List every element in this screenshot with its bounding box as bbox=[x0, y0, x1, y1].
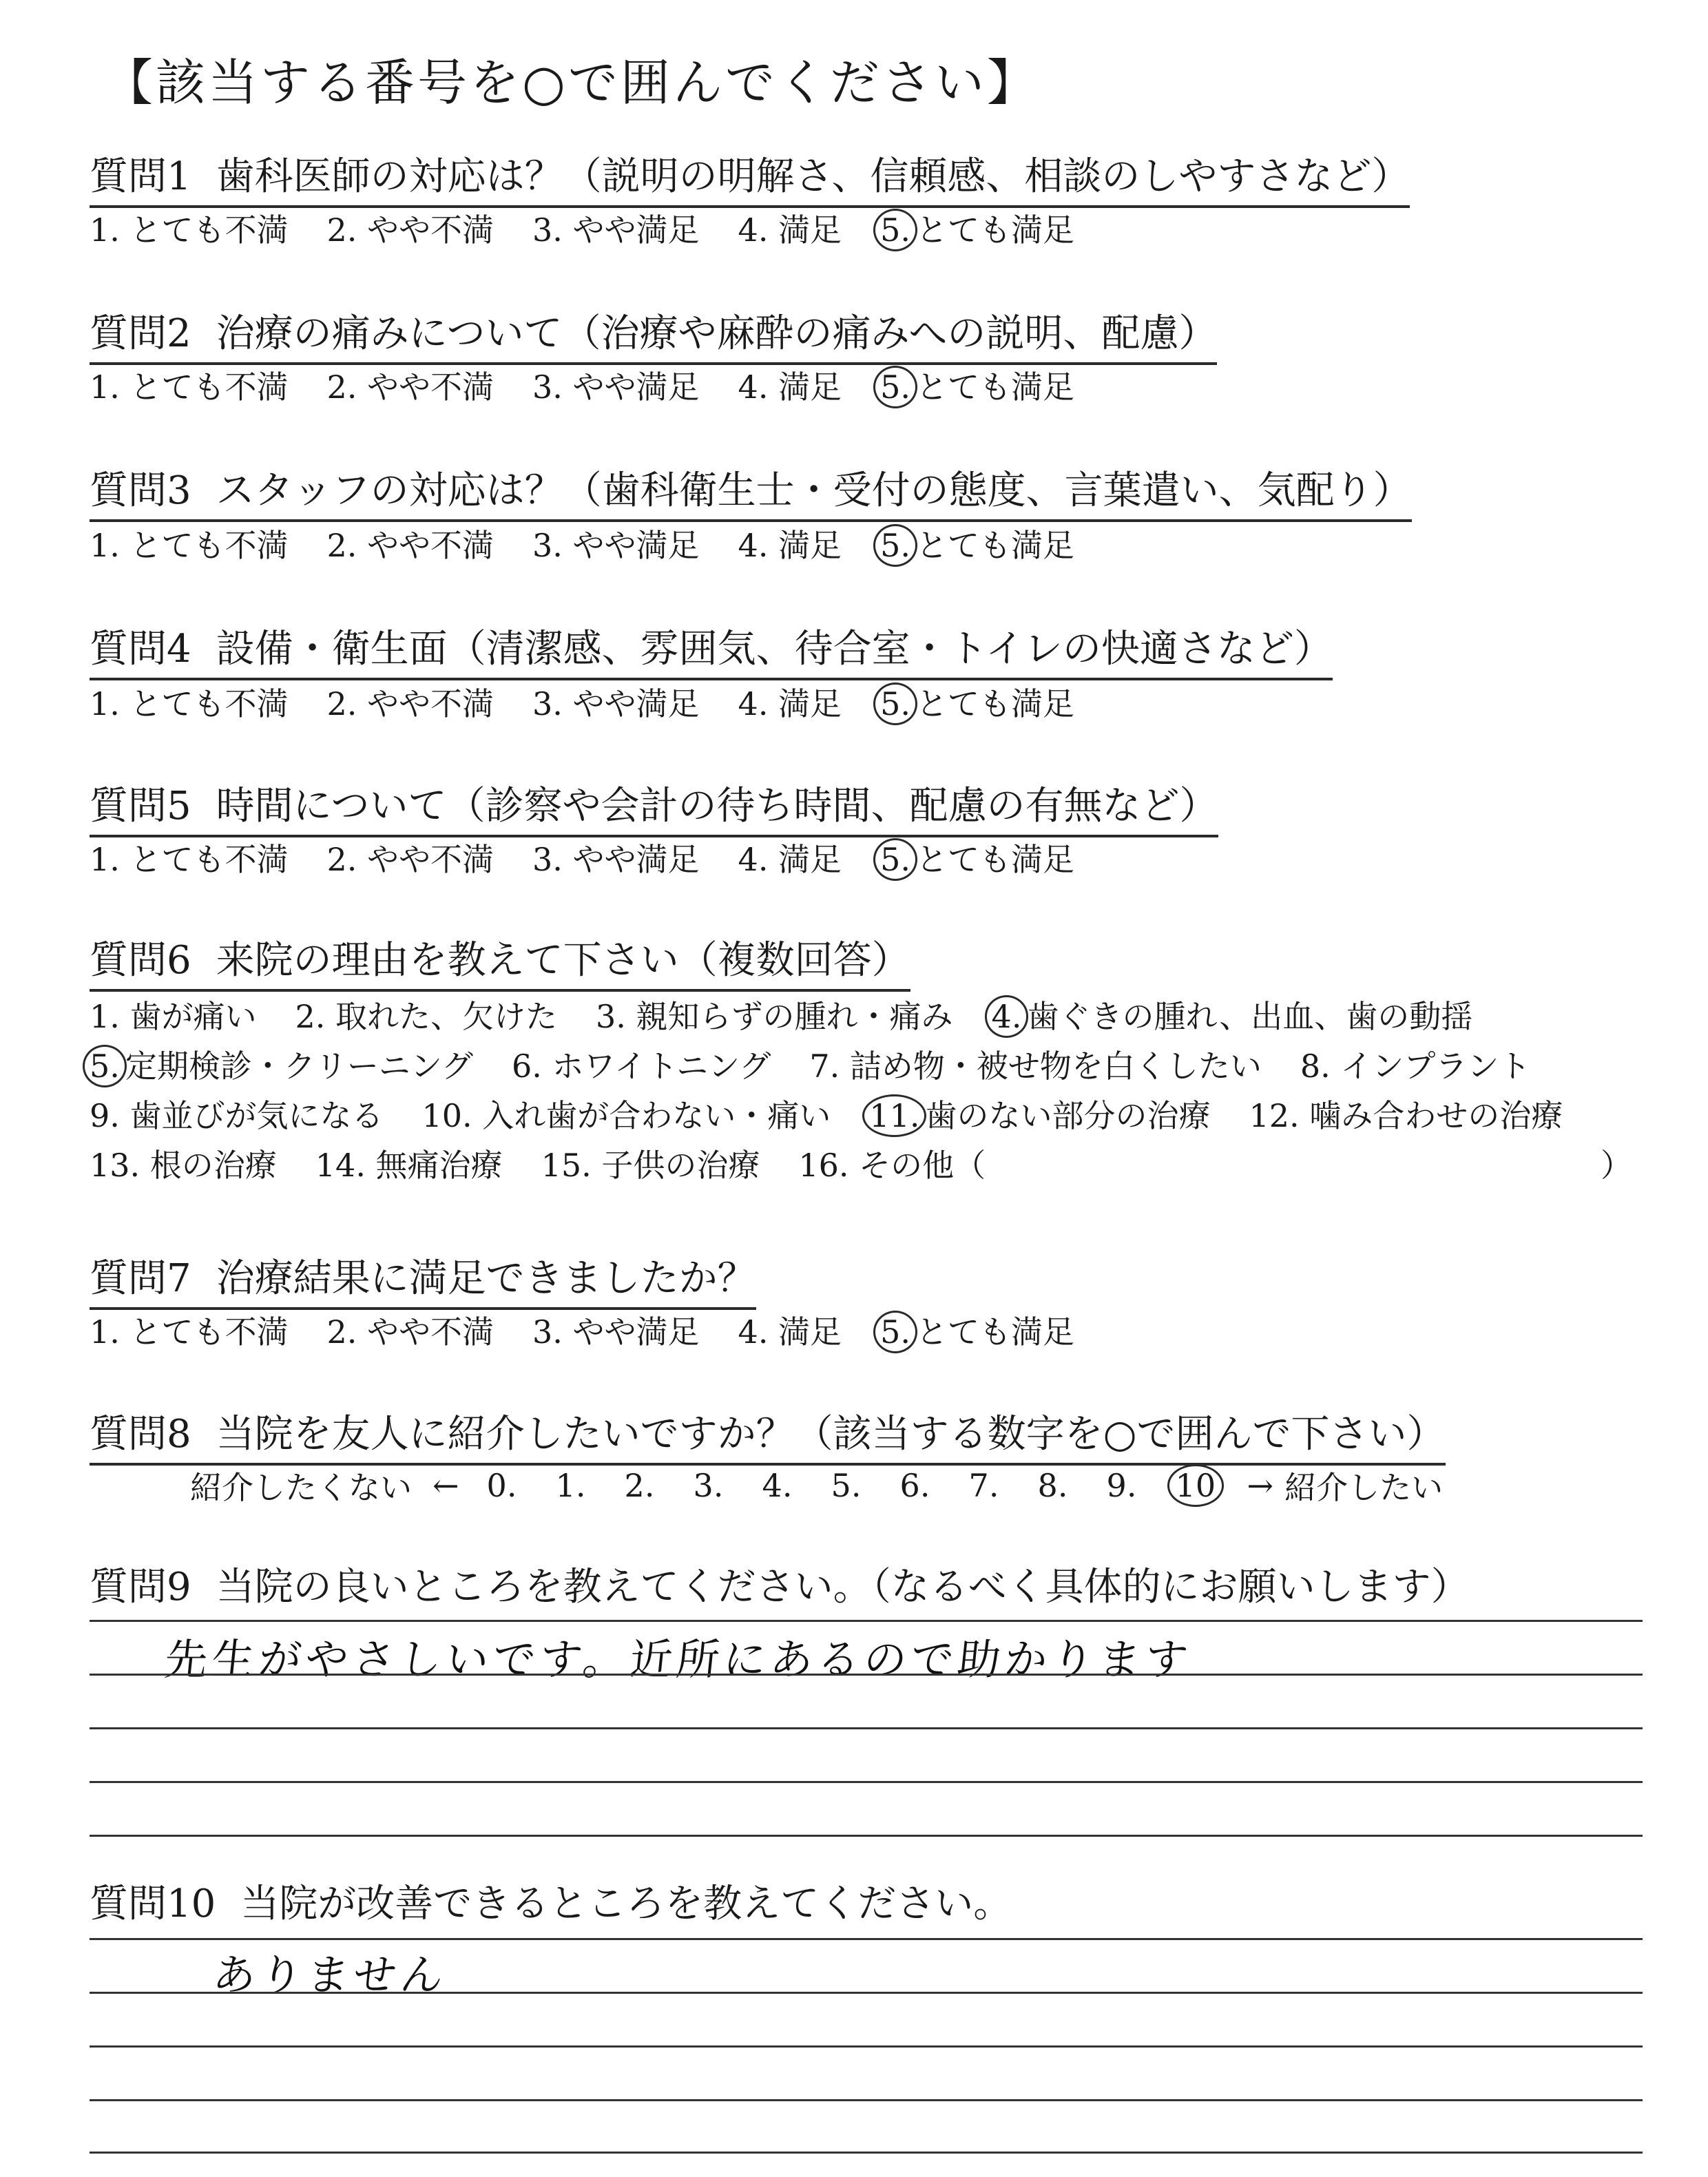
question-8-text: 当院を友人に紹介したいですか？（該当する数字を○で囲んで下さい） bbox=[216, 1412, 1446, 1457]
question-10-number: 質問10 bbox=[90, 1882, 216, 1926]
scale-left-label: 紹介したくない bbox=[190, 1469, 412, 1506]
scale-value[interactable]: 4. bbox=[762, 1467, 793, 1504]
question-3-text: スタッフの対応は？（歯科衛生士・受付の態度、言葉遣い、気配り） bbox=[216, 468, 1412, 513]
question-7-text: 治療結果に満足できましたか？ bbox=[216, 1256, 756, 1301]
referral-scale bbox=[190, 1463, 1443, 1508]
scale-right-label: 紹介したい bbox=[1284, 1469, 1444, 1506]
question-1-options bbox=[90, 205, 1113, 251]
option-1[interactable]: 1. とても不満 bbox=[90, 527, 289, 564]
question-2-text: 治療の痛みについて（治療や麻酔の痛みへの説明、配慮） bbox=[216, 311, 1218, 356]
option-5-selected[interactable] bbox=[880, 521, 1074, 566]
question-3-options bbox=[90, 521, 1113, 566]
question-7-heading bbox=[90, 1248, 756, 1310]
option-3[interactable]: 3. やや満足 bbox=[532, 527, 700, 564]
reason-14[interactable]: 14. 無痛治療 bbox=[315, 1147, 503, 1184]
option-4[interactable]: 4. 満足 bbox=[738, 368, 842, 406]
reason-11-number: 11. bbox=[869, 1097, 920, 1134]
option-2[interactable]: 2. やや不満 bbox=[326, 211, 494, 249]
left-arrow-icon: ← bbox=[433, 1467, 459, 1504]
question-6-row-2 bbox=[90, 1041, 1569, 1087]
scale-value[interactable]: 9. bbox=[1106, 1467, 1137, 1504]
option-4[interactable]: 4. 満足 bbox=[738, 211, 842, 249]
reason-13[interactable]: 13. 根の治療 bbox=[90, 1147, 277, 1184]
option-4[interactable]: 4. 満足 bbox=[738, 1313, 842, 1351]
reason-5-selected[interactable] bbox=[90, 1041, 473, 1087]
option-5-selected[interactable] bbox=[880, 205, 1074, 251]
option-4[interactable]: 4. 満足 bbox=[738, 685, 842, 722]
scale-value[interactable]: 5. bbox=[831, 1467, 862, 1504]
question-8-number: 質問8 bbox=[90, 1412, 191, 1457]
answer-line bbox=[90, 1992, 1643, 1994]
question-6-number: 質問6 bbox=[90, 938, 191, 983]
reason-7[interactable]: 7. 詰め物・被せ物を白くしたい bbox=[809, 1048, 1262, 1085]
reason-1[interactable]: 1. 歯が痛い bbox=[90, 998, 257, 1035]
option-3[interactable]: 3. やや満足 bbox=[532, 685, 700, 722]
question-7-number: 質問7 bbox=[90, 1256, 191, 1301]
option-3[interactable]: 3. やや満足 bbox=[532, 368, 700, 406]
option-5-selected[interactable] bbox=[880, 679, 1074, 725]
option-5-selected[interactable] bbox=[880, 1307, 1074, 1353]
question-4-number: 質問4 bbox=[90, 627, 191, 671]
option-5-label: とても満足 bbox=[915, 841, 1074, 878]
answer-line bbox=[90, 1781, 1643, 1783]
scale-value-selected[interactable]: 10 bbox=[1175, 1467, 1216, 1504]
option-1[interactable]: 1. とても不満 bbox=[90, 211, 289, 249]
scale-value[interactable]: 1. bbox=[555, 1467, 586, 1504]
right-arrow-icon: → bbox=[1247, 1467, 1274, 1504]
option-5-number: 5. bbox=[880, 841, 910, 878]
reason-4-number: 4. bbox=[991, 998, 1022, 1035]
reason-9[interactable]: 9. 歯並びが気になる bbox=[90, 1097, 384, 1134]
option-5-label: とても満足 bbox=[915, 527, 1074, 564]
option-5-label: とても満足 bbox=[915, 1313, 1074, 1351]
question-6-text: 来院の理由を教えて下さい（複数回答） bbox=[216, 938, 910, 983]
option-5-label: とても満足 bbox=[915, 685, 1074, 722]
option-3[interactable]: 3. やや満足 bbox=[532, 1313, 700, 1351]
answer-line bbox=[90, 2152, 1643, 2154]
question-10-text: 当院が改善できるところを教えてください。 bbox=[240, 1882, 1012, 1926]
reason-12[interactable]: 12. 噛み合わせの治療 bbox=[1249, 1097, 1563, 1134]
option-3[interactable]: 3. やや満足 bbox=[532, 841, 700, 878]
answer-line bbox=[90, 1938, 1643, 1940]
question-6-row-4 bbox=[90, 1140, 1653, 1186]
question-4-heading bbox=[90, 618, 1333, 680]
reason-5-number: 5. bbox=[90, 1048, 120, 1085]
question-9-heading bbox=[90, 1556, 1470, 1612]
form-title: 【該当する番号を○で囲んでください】 bbox=[103, 54, 1039, 112]
answer-line bbox=[90, 2099, 1643, 2101]
question-9-number: 質問9 bbox=[90, 1565, 191, 1610]
reason-8[interactable]: 8. インプラント bbox=[1300, 1048, 1531, 1085]
option-1[interactable]: 1. とても不満 bbox=[90, 1313, 289, 1351]
scale-value[interactable]: 8. bbox=[1037, 1467, 1068, 1504]
answer-line bbox=[90, 1727, 1643, 1729]
option-5-label: とても満足 bbox=[915, 368, 1074, 406]
option-5-selected[interactable] bbox=[880, 362, 1074, 408]
option-2[interactable]: 2. やや不満 bbox=[326, 368, 494, 406]
option-5-number: 5. bbox=[880, 527, 910, 564]
question-5-number: 質問5 bbox=[90, 784, 191, 829]
reason-2[interactable]: 2. 取れた、欠けた bbox=[295, 998, 558, 1035]
scale-value[interactable]: 0. bbox=[486, 1467, 517, 1504]
question-10-answer[interactable]: ありません bbox=[210, 1950, 450, 2000]
option-1[interactable]: 1. とても不満 bbox=[90, 368, 289, 406]
scale-value[interactable]: 3. bbox=[693, 1467, 724, 1504]
question-8-heading bbox=[90, 1404, 1446, 1466]
option-4[interactable]: 4. 満足 bbox=[738, 527, 842, 564]
scale-value[interactable]: 7. bbox=[968, 1467, 999, 1504]
option-5-label: とても満足 bbox=[915, 211, 1074, 249]
reason-16-other[interactable]: 16. その他（ bbox=[798, 1147, 986, 1184]
question-1-heading bbox=[90, 146, 1410, 208]
answer-line bbox=[90, 1620, 1643, 1622]
reason-4-label: 歯ぐきの腫れ、出血、歯の動揺 bbox=[1027, 998, 1473, 1035]
reason-11-selected[interactable] bbox=[869, 1091, 1210, 1136]
question-1-number: 質問1 bbox=[90, 154, 191, 199]
reason-15[interactable]: 15. 子供の治療 bbox=[541, 1147, 760, 1184]
reason-4-selected[interactable] bbox=[992, 992, 1473, 1037]
option-2[interactable]: 2. やや不満 bbox=[326, 527, 494, 564]
question-1-text: 歯科医師の対応は？（説明の明解さ、信頼感、相談のしやすさなど） bbox=[216, 154, 1410, 199]
scale-value[interactable]: 2. bbox=[624, 1467, 655, 1504]
question-2-heading bbox=[90, 303, 1217, 365]
answer-line bbox=[90, 2045, 1643, 2048]
question-10-heading bbox=[90, 1873, 1012, 1928]
question-3-heading bbox=[90, 460, 1412, 522]
other-close-paren: ） bbox=[1601, 1147, 1632, 1184]
answer-line bbox=[90, 1674, 1643, 1676]
question-5-heading bbox=[90, 775, 1218, 837]
reason-6[interactable]: 6. ホワイトニング bbox=[511, 1048, 771, 1085]
question-4-options bbox=[90, 679, 1113, 725]
reason-10[interactable]: 10. 入れ歯が合わない・痛い bbox=[421, 1097, 831, 1134]
question-2-options bbox=[90, 362, 1113, 408]
answer-line bbox=[90, 1835, 1643, 1837]
reason-11-label: 歯のない部分の治療 bbox=[925, 1097, 1211, 1134]
option-1[interactable]: 1. とても不満 bbox=[90, 841, 289, 878]
option-2[interactable]: 2. やや不満 bbox=[326, 841, 494, 878]
question-9-text: 当院の良いところを教えてください。（なるべく具体的にお願いします） bbox=[216, 1565, 1470, 1610]
option-5-number: 5. bbox=[880, 368, 910, 406]
option-2[interactable]: 2. やや不満 bbox=[326, 685, 494, 722]
scale-value[interactable]: 6. bbox=[899, 1467, 930, 1504]
question-9-answer[interactable]: 先生がやさしいです。近所にあるので助かります bbox=[162, 1634, 1195, 1685]
reason-3[interactable]: 3. 親知らずの腫れ・痛み bbox=[596, 998, 953, 1035]
question-7-options bbox=[90, 1307, 1113, 1353]
option-3[interactable]: 3. やや満足 bbox=[532, 211, 700, 249]
question-2-number: 質問2 bbox=[90, 311, 191, 356]
option-2[interactable]: 2. やや不満 bbox=[326, 1313, 494, 1351]
option-1[interactable]: 1. とても不満 bbox=[90, 685, 289, 722]
option-5-selected[interactable] bbox=[880, 835, 1074, 880]
reason-5-label: 定期検診・クリーニング bbox=[125, 1048, 473, 1085]
question-5-text: 時間について（診察や会計の待ち時間、配慮の有無など） bbox=[216, 784, 1218, 829]
option-5-number: 5. bbox=[880, 211, 910, 249]
option-5-number: 5. bbox=[880, 685, 910, 722]
question-4-text: 設備・衛生面（清潔感、雰囲気、待合室・トイレの快適さなど） bbox=[216, 627, 1333, 671]
question-5-options bbox=[90, 835, 1113, 880]
question-6-row-3 bbox=[90, 1091, 1601, 1136]
question-6-heading bbox=[90, 930, 910, 992]
question-3-number: 質問3 bbox=[90, 468, 191, 513]
question-6-row-1 bbox=[90, 992, 1511, 1037]
option-4[interactable]: 4. 満足 bbox=[738, 841, 842, 878]
option-5-number: 5. bbox=[880, 1313, 910, 1351]
